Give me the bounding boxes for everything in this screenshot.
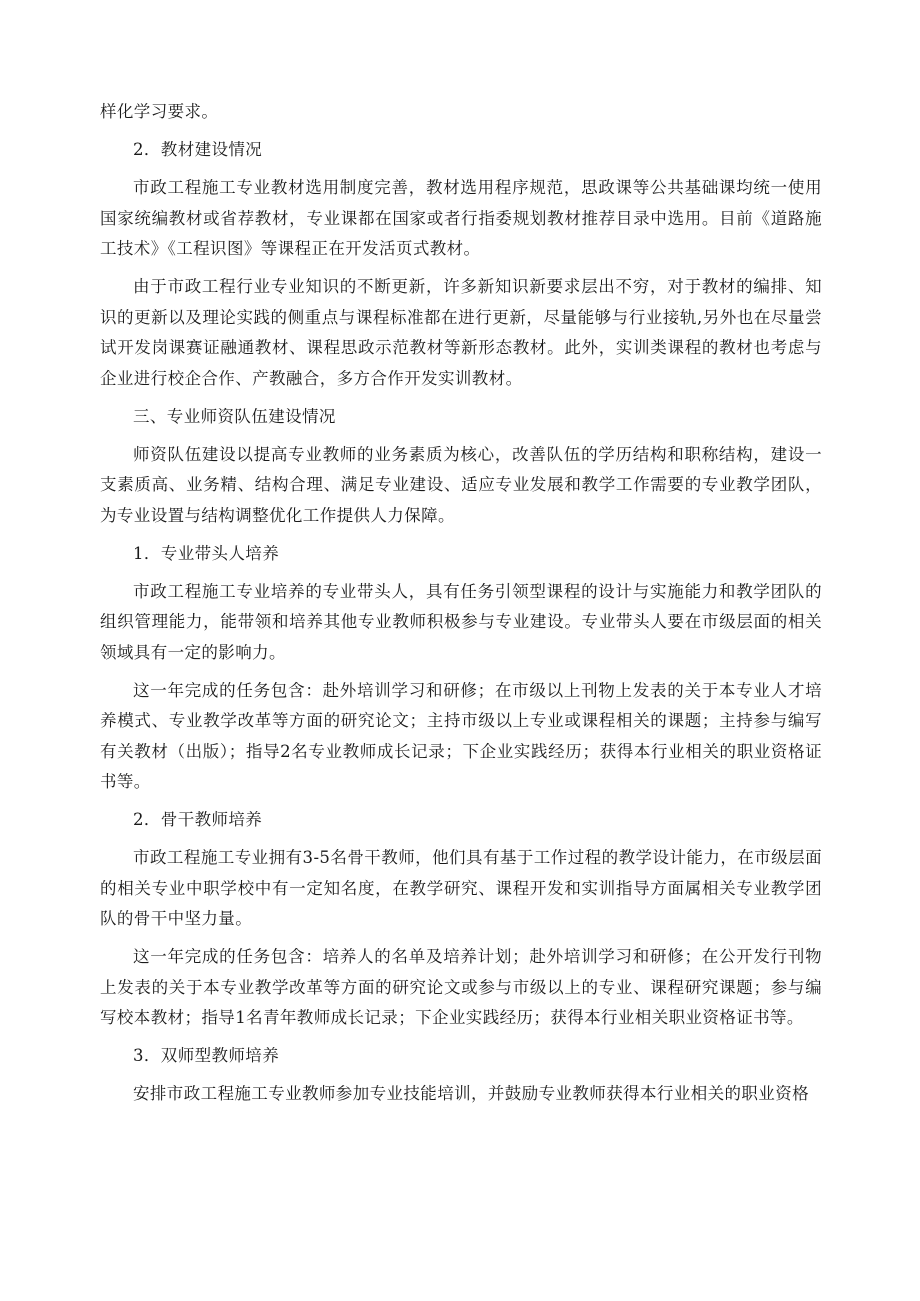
section-heading-faculty: 三、专业师资队伍建设情况 bbox=[133, 406, 336, 426]
paragraph-leader-profile: 市政工程施工专业培养的专业带头人，具有任务引领型课程的设计与实施能力和教学团队的组织管理能力，能带领和培养其他专业教师积极参与专业建设。专业带头人要在市级层面的相关领域具有一定的影响力。 bbox=[100, 581, 822, 662]
section-heading-backbone: 2．骨干教师培养 bbox=[133, 810, 263, 829]
paragraph-continued: 样化学习要求。 bbox=[100, 102, 219, 121]
paragraph-dual-teacher: 安排市政工程施工专业教师参加专业技能培训，并鼓励专业教师获得本行业相关的职业资格 bbox=[133, 1084, 809, 1103]
paragraph-faculty-overview: 师资队伍建设以提高专业教师的业务素质为核心，改善队伍的学历结构和职称结构，建设一支素质高、业务精、结构合理、满足专业建设、适应专业发展和教学工作需要的专业教学团队，为专业设置与结构调整优化工作提供人力保障。 bbox=[100, 444, 822, 525]
paragraph-textbook-selection: 市政工程施工专业教材选用制度完善，教材选用程序规范，思政课等公共基础课均统一使用国家统编教材或省荐教材，专业课都在国家或者行指委规划教材推荐目录中选用。目前《道路施工技术》《工程识图》等课程正在开发活页式教材。 bbox=[100, 178, 822, 258]
paragraph-textbook-update: 由于市政工程行业专业知识的不断更新，许多新知识新要求层出不穷，对于教材的编排、知识的更新以及理论实践的侧重点与课程标准都在进行更新，尽量能够与行业接轨,另外也在尽量尝试开发岗课赛证融通教材、课程思政示范教材等新形态教材。此外，实训类课程的教材也考虑与企业进行校企合作、产教融合，多方合作开发实训教材。 bbox=[100, 277, 822, 388]
section-heading-textbook: 2．教材建设情况 bbox=[133, 140, 263, 159]
section-heading-dual-teacher: 3．双师型教师培养 bbox=[133, 1046, 280, 1065]
document-body bbox=[100, 97, 822, 1117]
paragraph-backbone-profile: 市政工程施工专业拥有3-5名骨干教师，他们具有基于工作过程的教学设计能力，在市级层面的相关专业中职学校中有一定知名度，在教学研究、课程开发和实训指导方面属相关专业教学团队的骨干中坚力量。 bbox=[100, 848, 822, 928]
section-heading-leader: 1．专业带头人培养 bbox=[133, 543, 280, 563]
paragraph-leader-tasks: 这一年完成的任务包含：赴外培训学习和研修；在市级以上刊物上发表的关于本专业人才培养模式、专业教学改革等方面的研究论文；主持市级以上专业或课程相关的课题；主持参与编写有关教材（出版）；指导2名专业教师成长记录；下企业实践经历；获得本行业相关的职业资格证书等。 bbox=[100, 680, 822, 791]
paragraph-backbone-tasks: 这一年完成的任务包含：培养人的名单及培养计划；赴外培训学习和研修；在公开发行刊物上发表的关于本专业教学改革等方面的研究论文或参与市级以上的专业、课程研究课题；参与编写校本教材；指导1名青年教师成长记录；下企业实践经历；获得本行业相关职业资格证书等。 bbox=[100, 947, 822, 1027]
